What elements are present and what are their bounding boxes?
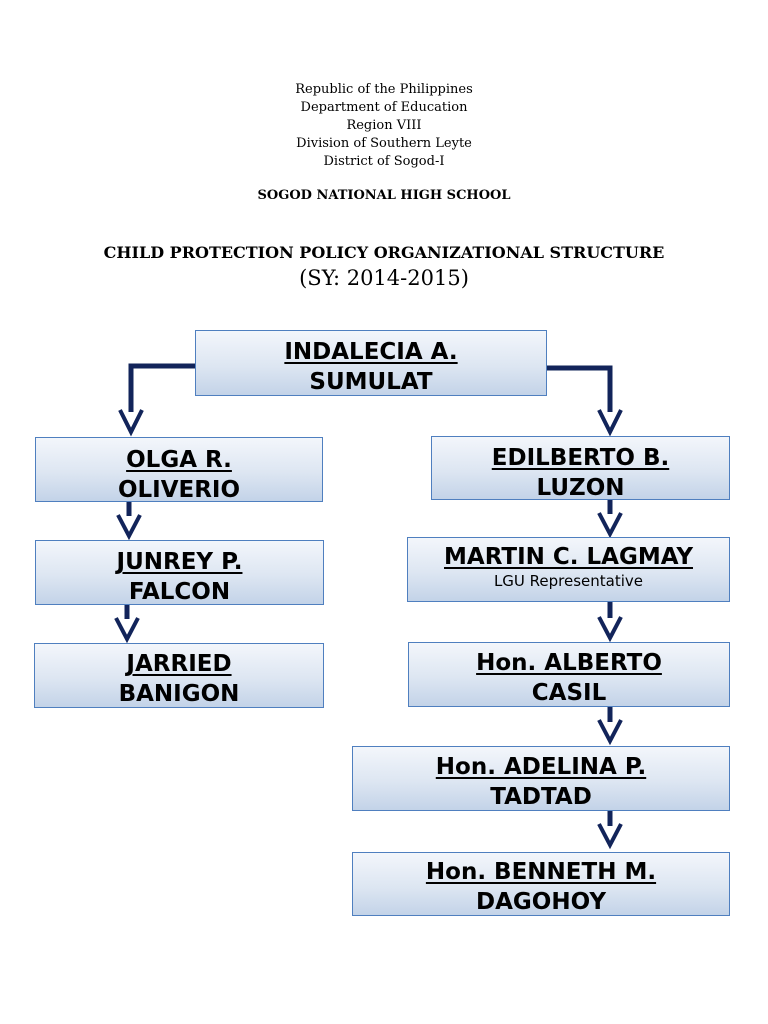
header-line-republic: Republic of the Philippines — [295, 82, 473, 97]
connector-top-left — [131, 366, 195, 412]
org-node-name-line2: SUMULAT — [309, 369, 433, 395]
org-node-name-line2: FALCON — [128, 579, 231, 605]
org-node-name-line2: DAGOHOY — [476, 889, 606, 915]
arrowhead-right-1-2 — [599, 513, 621, 534]
org-node-name-line1: MARTIN C. LAGMAY — [444, 544, 693, 570]
org-node-martin-lagmay — [407, 537, 730, 602]
org-node-indalecia-sumulat — [195, 330, 547, 396]
org-node-name-line1: Hon. ALBERTO — [476, 650, 662, 676]
arrowhead-top-right — [599, 410, 621, 432]
arrowhead-right-3-4 — [599, 720, 621, 741]
header-line-district: District of Sogod-I — [323, 154, 445, 169]
org-node-name-line2: OLIVERIO — [117, 477, 241, 502]
org-node-olga-oliverio — [35, 437, 323, 502]
org-node-name-line2: CASIL — [531, 680, 607, 706]
arrowhead-right-4-5 — [599, 824, 621, 845]
org-node-name-line1: INDALECIA A. — [284, 339, 458, 365]
org-node-name-line1: EDILBERTO B. — [491, 445, 670, 471]
org-node-jarried-banigon — [34, 643, 324, 708]
connector-top-right — [547, 368, 610, 412]
arrowhead-left-2-3 — [116, 618, 138, 639]
org-node-role: LGU Representative — [493, 572, 644, 590]
org-node-name-line1: Hon. BENNETH M. — [425, 859, 657, 885]
org-node-name-line1: JUNREY P. — [116, 549, 243, 575]
header-line-department: Department of Education — [300, 100, 468, 115]
org-node-edilberto-luzon — [431, 436, 730, 500]
org-node-adelina-tadtad — [352, 746, 730, 811]
org-node-name-line2: LUZON — [536, 475, 625, 500]
document-header — [0, 81, 768, 171]
arrowhead-left-1-2 — [118, 515, 140, 536]
arrowhead-top-left — [120, 410, 142, 432]
org-node-name-line2: TADTAD — [490, 784, 592, 810]
org-node-benneth-dagohoy — [352, 852, 730, 916]
arrowhead-right-2-3 — [599, 617, 621, 638]
school-name: SOGOD NATIONAL HIGH SCHOOL — [257, 188, 511, 203]
org-node-alberto-casil — [408, 642, 730, 707]
document-title: CHILD PROTECTION POLICY ORGANIZATIONAL STRUCTURE — [103, 243, 665, 262]
header-line-region: Region VIII — [346, 118, 422, 133]
org-node-name-line1: OLGA R. — [126, 447, 232, 473]
org-node-name-line2: BANIGON — [118, 681, 240, 707]
header-line-division: Division of Southern Leyte — [296, 136, 472, 151]
org-node-name-line1: JARRIED — [126, 651, 232, 677]
org-node-name-line1: Hon. ADELINA P. — [435, 754, 647, 780]
school-year: (SY: 2014-2015) — [299, 266, 469, 290]
org-node-junrey-falcon — [35, 540, 324, 605]
